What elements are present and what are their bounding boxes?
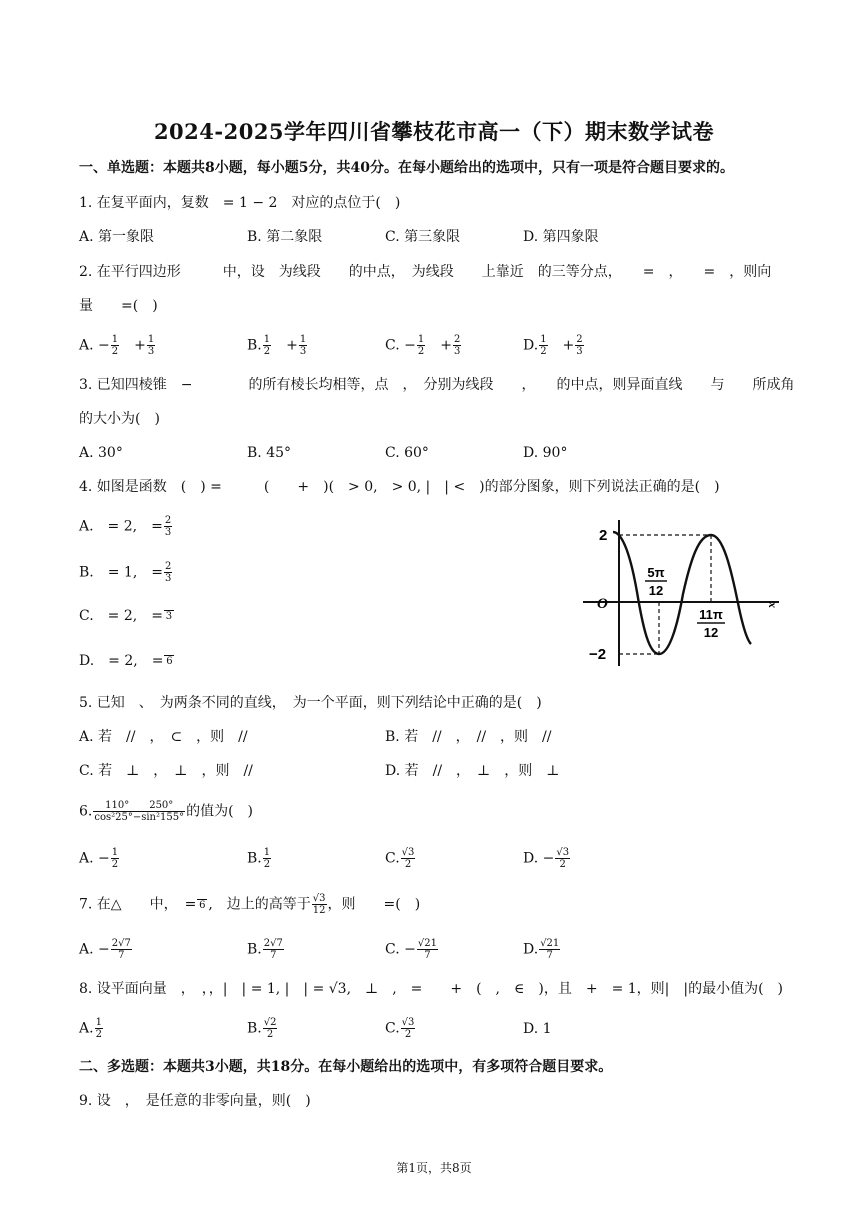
x2-denominator: 12 [703,625,719,640]
q2-option-c: C. − $\frac{1}{2}$ + $\frac{2}{3}$ [385,334,461,357]
question-2-stem-line2: 量 =( ) [79,298,158,314]
q4-option-a: A. = 2, = $\frac{2}{3}$ [79,515,172,538]
x1-numerator: 5π [647,565,665,580]
q2-option-b: B. $\frac{1}{2}$ + $\frac{1}{3}$ [247,334,307,357]
q3-option-d: D. 90° [523,445,568,461]
q8-option-c: C. $\frac{√3}{2}$ [385,1017,415,1040]
q7-option-b: B. $\frac{2√7}{7}$ [247,938,283,961]
q3-option-a: A. 30° [79,445,123,461]
x-axis-label: x [766,602,780,608]
question-3-stem-line2: 的大小为( ) [79,411,160,427]
section-2-heading: 二、多选题：本题共3小题，共18分。在每小题给出的选项中，有多项符合题目要求。 [79,1059,613,1075]
q4-option-d: D. = 2, = 6 [79,653,173,669]
section-1-heading: 一、单选题：本题共8小题，每小题5分，共40分。在每小题给出的选项中，只有一项是符合题目要求的。 [79,160,734,176]
q3-option-b: B. 45° [247,445,292,461]
q4-option-b: B. = 1, = $\frac{2}{3}$ [79,561,172,584]
q6-option-d: D. − $\frac{√3}{2}$ [523,847,570,870]
q5-option-a: A. 若 // ， ⊂ ，则 // [79,729,248,745]
q8-option-d: D. 1 [523,1021,552,1037]
question-2-stem-line1: 2. 在平行四边形 中，设 为线段 的中点， 为线段 上靠近 的三等分点， = ， = ，则向 [79,264,772,280]
q1-option-c: C. 第三象限 [385,229,461,245]
q6-option-b: B. $\frac{1}{2}$ [247,847,271,870]
q1-option-d: D. 第四象限 [523,229,599,245]
q3-option-c: C. 60° [385,445,429,461]
q8-option-b: B. $\frac{√2}{2}$ [247,1017,277,1040]
question-7-stem: 7. 在△ 中， = 6 , 边上的高等于 $\frac{√3}{12}$ ，则 =( ) [79,893,421,916]
page-footer: 第1页，共8页 [396,1161,472,1175]
question-8-stem: 8. 设平面向量 ， ，，| | = 1, | | = √3, ⊥ , = + ( , ∈ )，且 + = 1，则| |的最小值为( ) [79,981,784,997]
q1-option-a: A. 第一象限 [79,229,155,245]
question-3-stem-line1: 3. 已知四棱锥 − 的所有棱长均相等，点 ， 分别为线段 ， 的中点，则异面直线 与 所成角 [79,377,795,393]
q5-option-d: D. 若 // ， ⊥ ，则 ⊥ [385,763,560,779]
x2-numerator: 11π [699,607,723,622]
y-min-label: −2 [589,646,607,663]
q4-option-c: C. = 2, = 3 [79,608,173,624]
q5-option-c: C. 若 ⊥ ， ⊥ ，则 // [79,763,253,779]
q6-option-c: C. $\frac{√3}{2}$ [385,847,415,870]
sine-curve [613,532,751,654]
question-1-stem: 1. 在复平面内，复数 = 1 − 2 对应的点位于( ) [79,195,401,211]
q2-option-a: A. − $\frac{1}{2}$ + $\frac{1}{3}$ [79,334,155,357]
q2-option-d: D. $\frac{1}{2}$ + $\frac{2}{3}$ [523,334,583,357]
question-6-stem: 6. $\frac{110^\circ 250^\circ}{\text{cos²25°−sin²155°}}$ 的值为( ) [79,800,254,823]
sine-graph-figure [583,518,783,668]
q7-option-a: A. − $\frac{2√7}{7}$ [79,938,131,961]
y-max-label: 2 [599,527,608,544]
question-9-stem: 9. 设 ， 是任意的非零向量，则( ) [79,1093,311,1109]
q7-option-c: C. − $\frac{√21}{7}$ [385,938,437,961]
q6-option-a: A. − $\frac{1}{2}$ [79,847,119,870]
question-5-stem: 5. 已知 、 为两条不同的直线， 为一个平面，则下列结论中正确的是( ) [79,695,542,711]
exam-title: 2024-2025学年四川省攀枝花市高一（下）期末数学试卷 [153,119,715,144]
origin-label: O [597,596,608,612]
q7-option-d: D. $\frac{√21}{7}$ [523,938,560,961]
x1-denominator: 12 [648,583,664,598]
question-4-stem: 4. 如图是函数 ( ) = ( + )( > 0, > 0, | | < )的部分图象，则下列说法正确的是( ) [79,479,720,495]
q5-option-b: B. 若 // ， // ，则 // [385,729,552,745]
q1-option-b: B. 第二象限 [247,229,323,245]
q8-option-a: A. $\frac{1}{2}$ [79,1017,102,1040]
